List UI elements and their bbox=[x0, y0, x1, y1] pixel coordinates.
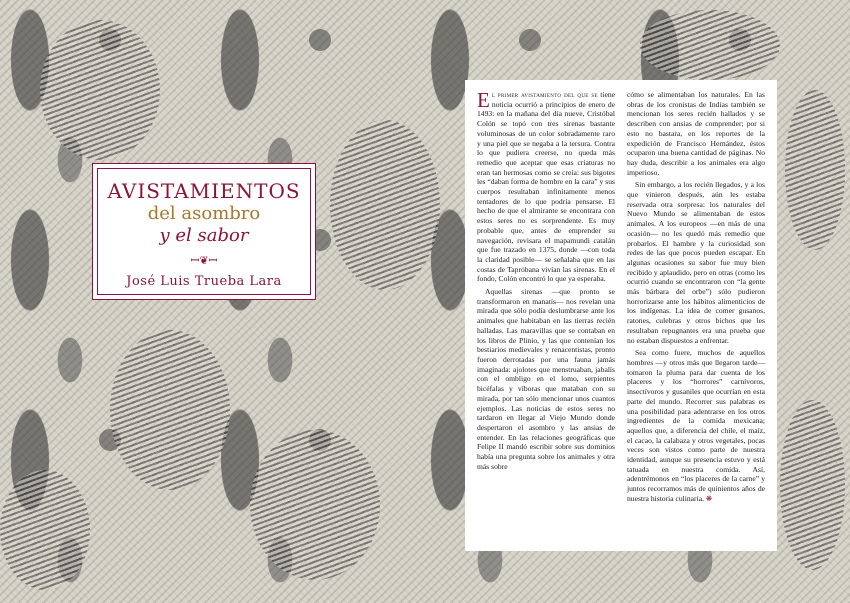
article-panel bbox=[465, 80, 777, 551]
mermaid-engraving bbox=[250, 430, 380, 580]
lead-in: l primer avistamiento del que se bbox=[491, 90, 598, 99]
article-column-1 bbox=[477, 90, 615, 474]
paragraph: Aquellas sirenas —que pronto se transformaron en manatís— nos revelan una mirada que sólo podía deslumbrarse ante los animales que habitaban en las tierras recién halladas. Las maravillas que se contaban en los libros de Plinio, y las que contenían los bestiarios medievales y renacentistas, pronto fueron derrotadas por una fauna jamás imaginada: ajolotes que menstruaban, jabalís con el ombligo en el lomo, serpientes bicéfalas y víboras que mataban con su mirada, por tan sólo mencionar unos cuantos ejemplos. Las noticias de estos seres no tardaron en llegar al Viejo Mundo donde despertaron el asombro y las ansias de entender. En las relaciones geográficas que Felipe II mandó escribir sobre sus dominios había una pregunta sobre los animales y otra más sobre bbox=[477, 287, 615, 471]
mermaid-engraving bbox=[785, 90, 845, 250]
mermaid-engraving bbox=[40, 20, 160, 160]
title-subtitle-italic: y el sabor bbox=[159, 225, 249, 246]
paragraph bbox=[627, 348, 765, 503]
mermaid-engraving bbox=[0, 470, 90, 590]
article-column-2 bbox=[627, 90, 765, 507]
title-subtitle: del asombro bbox=[147, 203, 261, 224]
drop-cap: E bbox=[477, 88, 490, 112]
paragraph-text: tiene noticia ocurrió a principios de enero de 1493: en la mañana del día nueve, Cristóbal Colón se topó con tres sirenas bastante voluminosas de un color sobradamente raro y una piel que se negaba a la tersura. Contra lo que pudiera creerse, no queda más remedio que aceptar que esas criaturas no eran tan hermosas como se creía: sus bigotes les “daban forma de hombre en la cara” y sus cuerpos resultaban infinitamente menos tentadores de lo que podría pensarse. El hecho de que el almirante se encontrara con estos seres no es sorprendente. Es muy probable que, antes de emprender su navegación, revisara el mapamundi catalán que fue trazado en 1375, donde —con toda la claridad posible— se señalaba que en las costas de Taprόbana vivían las sirenas. En el fondo, Colón encontró lo que ya esperaba. bbox=[477, 90, 615, 284]
mermaid-engraving bbox=[780, 400, 845, 570]
title-frame bbox=[97, 168, 311, 295]
title-box bbox=[92, 163, 316, 300]
end-mark-icon: ❋ bbox=[705, 493, 713, 503]
author-name: José Luis Trueba Lara bbox=[126, 274, 282, 289]
mermaid-engraving bbox=[110, 330, 230, 490]
paragraph: cómo se alimentaban los naturales. En las obras de los cronistas de Indias también se mencionan los seres recién hallados y se describen con ansias de comprender; por si esto no bastara, en los reportes de la expedición de Francisco Hernández, éstos ocuparon una buena cantidad de páginas. No hay duda, describir a los animales era algo imperioso. bbox=[627, 90, 765, 177]
title-main: AVISTAMIENTOS bbox=[107, 179, 301, 203]
ornament-icon: ꟷ❦ꟷ bbox=[190, 254, 218, 267]
paragraph: Sin embargo, a los recién llegados, y a los que vinieron después, aún les estaba reservada otra sorpresa: los naturales del Nuevo Mundo se alimentaban de estos animales. A los europeos —en más de una ocasión— no les quedó más remedio que probarlos. El hambre y la curiosidad son redes de las que pocos pueden escapar. En algunas ocasiones su sabor fue muy bien recibido y aplaudido, pero en otras (como les ocurrió cuando se encontraron con “la gente más bárbara del orbe”) sólo pudieron horrorizarse ante los hábitos alimenticios de los indígenas. La idea de comer gusanos, ratones, culebras y otros bichos que les resultaban repugnantes era una prueba que no estaban dispuestos a enfrentar. bbox=[627, 180, 765, 345]
mermaid-engraving bbox=[640, 10, 780, 80]
paragraph-text: Sea como fuere, muchos de aquellos hombres —y otros más que llegaron tarde— tomaron la pluma para dar cuenta de los placeres y los “horrores” carnívoros, insectívoros y gusaniles que ocurrían en esta parte del mundo. Recorrer sus palabras es una posibilidad para adentrarse en los otros ingredientes de la comida mexicana; aquellos que, a diferencia del chile, el maíz, el cacao, la calabaza y otros vegetales, pocas veces son vistos como parte de nuestra identidad, aunque su presencia estuvo y está tatuada en nuestra comida. Así, adentrémonos en “los placeres de la carne” y juntos recorramos más de quinientos años de nuestra historia culinaria. bbox=[627, 348, 765, 503]
mermaid-engraving bbox=[330, 120, 440, 290]
paragraph bbox=[477, 90, 615, 284]
